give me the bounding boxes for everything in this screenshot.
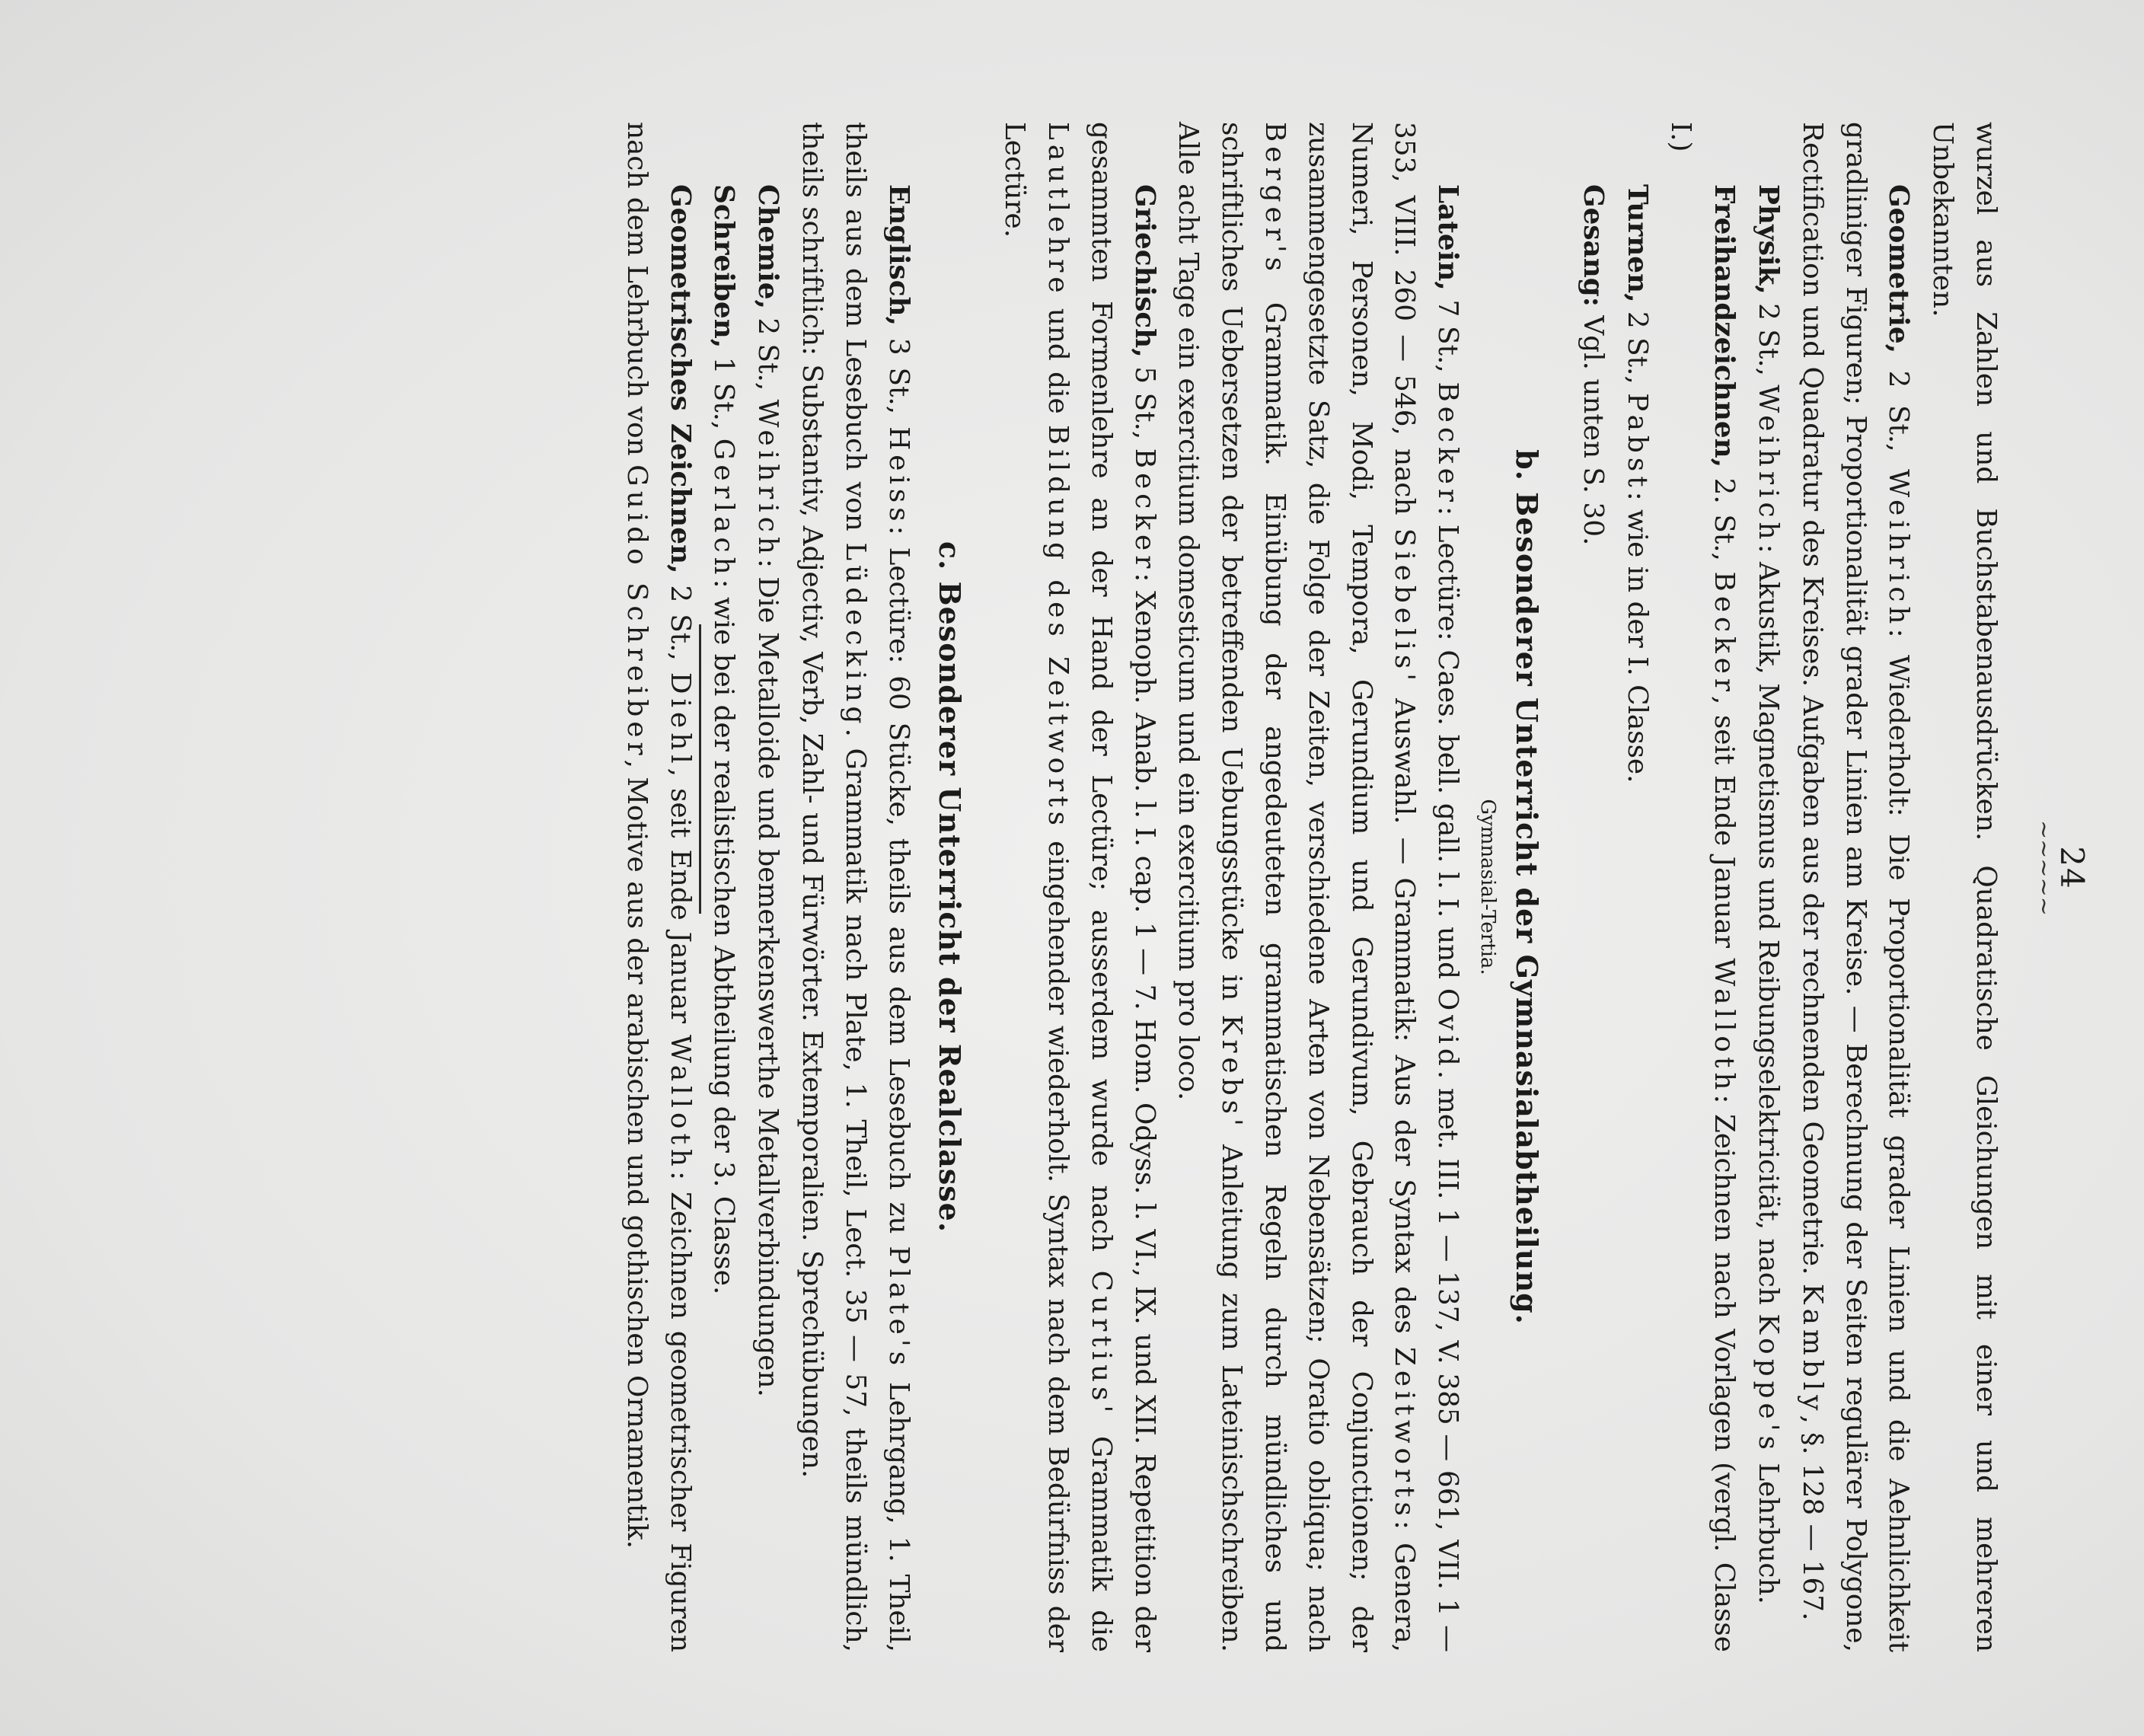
paragraph-text: Anleitung zum Lateinischschreiben. Alle acht Tage ein exercitium domesticum und ein exercitium pro loco. bbox=[1172, 122, 1248, 1652]
teacher-name: Weihrich bbox=[1753, 385, 1785, 544]
paragraph-text: : Zeichnen nach Vorlagen (vergl. Classe I.) bbox=[1665, 122, 1740, 1652]
paragraph-text: : Lectüre: Caes. bell. gall. l. I. und bbox=[1432, 506, 1464, 988]
subject-geometrisches-zeichnen: Geometrisches Zeichnen, bbox=[664, 184, 697, 574]
author-name: Krebs' bbox=[1216, 1014, 1248, 1131]
paragraph-physik bbox=[1746, 122, 1790, 1652]
paragraph-geometrisches-zeichnen bbox=[614, 122, 702, 1652]
paragraph-text: : wie bei der realistischen Abtheilung der 3. Classe. bbox=[708, 579, 740, 1295]
author-name: Guido Schreiber bbox=[621, 464, 652, 760]
paragraph-text: . met. III. 1 — 137, V. 385 — 661, VII. 1 — 353, VIII. 260 — 546, nach bbox=[1389, 122, 1464, 1653]
author-name: Berger's bbox=[1259, 122, 1291, 276]
hours-text: 3 St., bbox=[882, 325, 914, 427]
paragraph-text: Auswahl. — Grammatik: Aus der Syntax des bbox=[1389, 685, 1421, 1347]
teacher-name: Weihrich bbox=[1883, 469, 1915, 629]
teacher-name: Weihrich bbox=[752, 399, 784, 559]
subject-schreiben: Schreiben, bbox=[708, 184, 741, 349]
subject-griechisch: Griechisch, bbox=[1128, 184, 1161, 358]
hours-text: 1 St., bbox=[708, 348, 740, 439]
paragraph-geometrie bbox=[1790, 122, 1920, 1652]
author-name: Ovid bbox=[1432, 988, 1464, 1071]
paragraph-text: Lehrgang, 1. Theil, theils aus dem Lesebuch von bbox=[839, 122, 914, 1652]
teacher-name: Becker bbox=[1432, 381, 1464, 506]
author-name: Curtius' bbox=[1085, 1270, 1117, 1418]
subject-geometrie: Geometrie, bbox=[1883, 184, 1916, 354]
hours-text: 2. St., bbox=[1708, 468, 1740, 572]
paragraph-text: Vgl. unten S. 30. bbox=[1577, 306, 1609, 546]
paragraph-text: : Die Metalloide und bemerkenswerthe Metallverbindungen. bbox=[752, 558, 784, 1397]
paragraph-text: , seit Ende Januar bbox=[1708, 696, 1740, 959]
paragraph-text: : wie in der I. Classe. bbox=[1621, 491, 1653, 783]
teacher-name: Diehl bbox=[664, 672, 696, 768]
paragraph-griechisch bbox=[992, 122, 1166, 1652]
subject-physik: Physik, bbox=[1753, 184, 1785, 295]
author-name: Kambly bbox=[1796, 1283, 1828, 1415]
hours-text: 2 St., bbox=[1621, 302, 1653, 394]
spaced-term: Bildung des Zeitworts bbox=[1042, 424, 1074, 831]
paragraph-text: : Lectüre: 60 Stücke, theils aus dem Lesebuch zu bbox=[882, 525, 914, 1246]
subject-chemie: Chemie, bbox=[752, 184, 785, 310]
author-name: Lüdecking bbox=[839, 542, 871, 729]
paragraph-text: : Akustik, Magnetismus und Reibungselektricität, nach bbox=[1753, 544, 1785, 1314]
paragraph-text: : Genera, Numeri, Personen, Modi, Tempora, Gerundium und Gerundivum, Gebrauch der Conjunctionen; der zusammengesetzte Satz, die Folge der Zeiten, verschiedene Arten von Nebensätzen; Oratio obliqua; nach bbox=[1302, 122, 1421, 1652]
hours-text: 2 St., bbox=[752, 309, 784, 400]
teacher-name: Becker bbox=[1708, 571, 1740, 697]
paragraph-turnen bbox=[1615, 122, 1659, 1652]
paragraph-text: : Wiederholt: Die Proportionalität grader Linien und die Aehnlichkeit gradliniger Figuren; Proportionalität grader Linien am Kreise. — Berechnung der Seiten regulärer Polygone, Rectification und Quadratur des Kreises. Aufgaben aus der rechnenden Geometrie. bbox=[1796, 122, 1915, 1652]
hours-text: 2 St., bbox=[664, 573, 696, 672]
section-subheading-b: Gymnasial-Tertia. bbox=[1476, 799, 1500, 975]
paragraph-chemie bbox=[745, 122, 790, 1652]
paragraph-text: , Motive aus der arabischen und gothischen Ornamentik. bbox=[621, 759, 652, 1549]
teacher-name: Pabst bbox=[1621, 393, 1653, 492]
section-heading-b: b. Besonderer Unterricht der Gymnasialabtheilung. bbox=[1510, 449, 1545, 1325]
teacher-name: Becker bbox=[1128, 448, 1160, 573]
subject-latein: Latein, bbox=[1432, 184, 1465, 291]
spaced-term: Lautlehre bbox=[1042, 122, 1074, 298]
page-number-ornament: ~~~~~ bbox=[2031, 820, 2057, 916]
paragraph-text: , §. 128 — 167. bbox=[1796, 1415, 1828, 1621]
paragraph-text: . Grammatik nach Plate, 1. Theil, Lect. 35 — 57, theils mündlich, theils schriftlich: Substantiv, Adjectiv, Verb, Zahl- und Fürwörter. Extemporalien. Sprechübungen. bbox=[796, 122, 871, 1652]
paragraph-text: : Zeichnen geometrischer Figuren nach dem Lehrbuch von bbox=[621, 122, 696, 1653]
hours-text: 2 St., bbox=[1883, 353, 1915, 470]
page-number: 24 bbox=[2053, 846, 2091, 890]
section-heading-c: c. Besonderer Unterricht der Realclasse. bbox=[933, 541, 968, 1233]
paragraph-text: , seit Ende Januar bbox=[664, 767, 696, 1036]
subject-gesang: Gesang: bbox=[1577, 184, 1610, 307]
teacher-name: Heiss bbox=[882, 426, 914, 526]
body-text bbox=[614, 122, 2007, 1652]
teacher-name: Walloth bbox=[1708, 958, 1740, 1095]
paragraph-freihandzeichnen bbox=[1659, 122, 1747, 1652]
hours-text: 7 St., bbox=[1432, 290, 1464, 382]
subject-englisch: Englisch, bbox=[882, 184, 915, 326]
teacher-name: Gerlach bbox=[708, 438, 740, 579]
author-name: Siebelis' bbox=[1389, 528, 1421, 686]
hours-text: 2 St., bbox=[1753, 294, 1785, 385]
hours-text: 5 St., bbox=[1128, 357, 1160, 448]
paragraph-text: : Xenoph. Anab. l. I. cap. 1 — 7. Hom. Odyss. l. VI., IX. und XII. Repetition der gesammten Formenlehre an der Hand der Lectüre; ausserdem wurde nach bbox=[1085, 122, 1160, 1652]
paragraph-englisch bbox=[790, 122, 920, 1652]
paragraph-text: Lehrbuch. bbox=[1753, 1454, 1785, 1604]
teacher-name: Walloth bbox=[664, 1035, 696, 1171]
paragraph-text: eingehender wiederholt. Syntax nach dem Bedürfniss der Lectüre. bbox=[999, 122, 1074, 1652]
author-name: Plate's bbox=[882, 1246, 914, 1371]
paragraph-text: Grammatik die bbox=[1085, 1417, 1117, 1652]
paragraph-schreiben bbox=[702, 122, 746, 1652]
paragraph-latein bbox=[1166, 122, 1470, 1652]
subject-turnen: Turnen, bbox=[1621, 184, 1654, 303]
subject-freihandzeichnen: Freihandzeichnen, bbox=[1708, 184, 1741, 468]
paragraph-text: und die bbox=[1042, 297, 1074, 425]
end-rule-divider bbox=[699, 624, 701, 914]
paragraph-gesang bbox=[1571, 122, 1615, 1652]
spaced-term: Zeitworts bbox=[1389, 1346, 1421, 1521]
author-name: Koppe's bbox=[1753, 1313, 1785, 1454]
paragraph-text: Grammatik. Einübung der angedeuteten grammatischen Regeln durch mündliches und schriftliches Uebersetzen der betreffenden Uebungsstücke in bbox=[1216, 122, 1291, 1652]
intro-paragraph: wurzel aus Zahlen und Buchstabenausdrücken. Quadratische Gleichungen mit einer und mehreren Unbekannten. bbox=[1927, 122, 2002, 1652]
